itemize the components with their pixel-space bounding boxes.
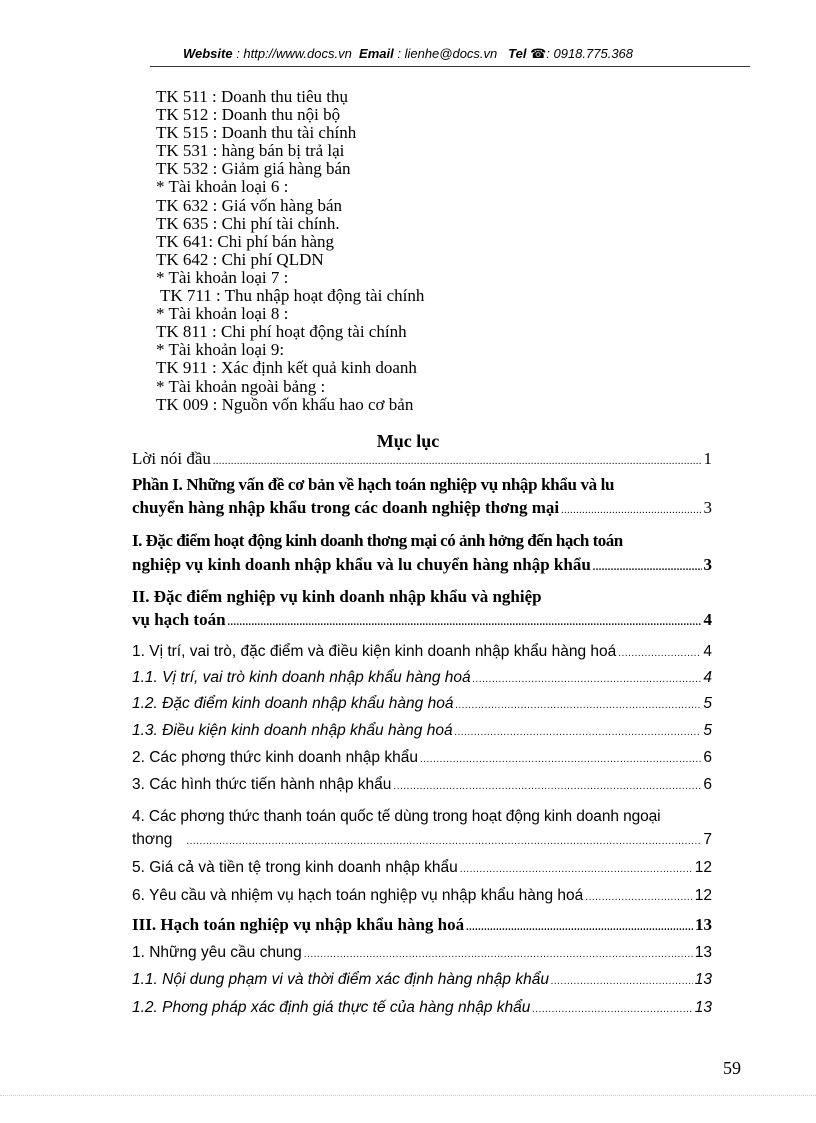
account-line: TK 009 : Nguồn vốn khấu hao cơ bản — [156, 394, 414, 414]
toc-entry-text: 1.1. Vị trí, vai trò kinh doanh nhập khẩu hàng hoá — [132, 669, 471, 686]
toc-entry[interactable] — [132, 776, 712, 803]
toc-entry-page: 4 — [703, 643, 712, 660]
header-divider — [150, 66, 750, 67]
email-label: Email — [359, 46, 394, 61]
account-line: TK 635 : Chi phí tài chính. — [156, 213, 340, 233]
toc-entry[interactable] — [132, 999, 712, 1027]
account-line: TK 515 : Doanh thu tài chính — [156, 123, 357, 143]
account-line: TK 642 : Chi phí QLDN — [156, 249, 324, 269]
toc-entry[interactable]: 4. Các phơng thức thanh toán quốc tế dùng trong hoạt động kinh doanh ngoại — [132, 808, 661, 825]
account-list — [156, 88, 424, 414]
account-line: TK 511 : Doanh thu tiêu thụ — [156, 87, 349, 106]
page-number: 59 — [723, 1058, 741, 1078]
toc-entry-page: 13 — [694, 944, 712, 961]
account-line: TK 711 : Thu nhập hoạt động tài chính — [156, 286, 425, 306]
toc-entry-text: 3. Các hình thức tiến hành nhập khẩu — [132, 776, 392, 793]
toc-entry-text: 1.1. Nội dung phạm vi và thời điểm xác định hàng nhập khẩu — [132, 971, 549, 988]
toc-entry-page: 3 — [703, 498, 712, 517]
website-value[interactable]: : http://www.docs.vn — [236, 46, 352, 61]
toc-entry-section-1[interactable]: I. Đặc điểm hoạt động kinh doanh thơng mại có ảnh hởng đến hạch toán — [132, 531, 623, 550]
toc-entry-intro[interactable] — [132, 449, 712, 471]
toc-entry-page: 5 — [703, 695, 712, 712]
account-line: TK 532 : Giảm giá hàng bán — [156, 159, 351, 179]
account-line: * Tài khoản loại 7 : — [156, 267, 289, 287]
toc-entry-page: 3 — [703, 555, 712, 574]
toc-entry-text: 1.2. Phơng pháp xác định giá thực tế của hàng nhập khẩu — [132, 999, 531, 1016]
toc-entry-page: 4 — [703, 669, 712, 686]
toc-entry-text: 2. Các phơng thức kinh doanh nhập khẩu — [132, 749, 418, 766]
toc-entry-text: nghiệp vụ kinh doanh nhập khẩu và lu chuyển hàng nhập khẩu — [132, 555, 591, 574]
toc-entry-page: 5 — [703, 722, 712, 739]
toc-entry-text: 1. Vị trí, vai trò, đặc điểm và điều kiện kinh doanh nhập khẩu hàng hoá — [132, 643, 617, 660]
toc-entry-section-3[interactable] — [132, 915, 712, 944]
toc-entry[interactable] — [132, 669, 712, 695]
toc-entry-page: 12 — [694, 859, 712, 876]
account-line: TK 911 : Xác định kết quả kinh doanh — [156, 358, 417, 378]
website-label: Website — [182, 46, 233, 61]
account-line: TK 531 : hàng bán bị trả lại — [156, 141, 345, 161]
toc-entry[interactable] — [132, 887, 712, 915]
toc-entry[interactable] — [132, 749, 712, 776]
toc-entry-part1[interactable]: Phần I. Những vấn đề cơ bản về hạch toán nghiệp vụ nhập khẩu và lu — [132, 475, 615, 494]
toc-entry-text: 5. Giá cả và tiền tệ trong kinh doanh nhập khẩu — [132, 859, 458, 876]
toc-entry-page: 12 — [694, 887, 712, 904]
toc-entry-page: 1 — [703, 449, 712, 468]
toc-entry[interactable] — [132, 944, 712, 971]
toc-entry-page: 13 — [695, 915, 712, 934]
toc-title: Mục lục — [376, 431, 440, 451]
toc-entry-text: 1.2. Đặc điểm kinh doanh nhập khẩu hàng hoá — [132, 695, 454, 712]
toc-entry-text: vụ hạch toán — [132, 610, 226, 629]
footer-divider — [0, 1095, 816, 1096]
toc-entry-page: 13 — [694, 971, 712, 988]
table-of-contents — [132, 449, 712, 1027]
toc-entry-section-2-cont[interactable] — [132, 610, 712, 643]
toc-entry-page: 6 — [703, 776, 712, 793]
toc-entry-text: III. Hạch toán nghiệp vụ nhập khẩu hàng hoá — [132, 915, 465, 934]
account-line: TK 641: Chi phí bán hàng — [156, 231, 335, 251]
toc-entry-text: 1. Những yêu cầu chung — [132, 944, 302, 961]
toc-entry-cont[interactable] — [132, 831, 712, 859]
toc-entry-page: 6 — [703, 749, 712, 766]
toc-entry-text: 6. Yêu cầu và nhiệm vụ hạch toán nghiệp vụ nhập khẩu hàng hoá — [132, 887, 584, 904]
tel-label: Tel — [508, 46, 527, 61]
toc-entry-text: thơng — [132, 831, 173, 848]
toc-entry[interactable] — [132, 695, 712, 722]
toc-entry[interactable] — [132, 643, 712, 669]
email-value[interactable]: : lienhe@docs.vn — [397, 46, 498, 61]
account-line: * Tài khoản loại 9: — [156, 340, 285, 360]
toc-entry-page: 7 — [703, 831, 712, 848]
toc-entry-section-1-cont[interactable] — [132, 555, 712, 584]
account-line: TK 811 : Chi phí hoạt động tài chính — [156, 322, 407, 342]
toc-entry-text: chuyển hàng nhập khẩu trong các doanh nghiệp thơng mại — [132, 498, 560, 517]
toc-entry-page: 4 — [703, 610, 712, 629]
toc-entry-page: 13 — [694, 999, 712, 1016]
toc-entry[interactable] — [132, 859, 712, 887]
account-line: * Tài khoản ngoài bảng : — [156, 376, 326, 396]
toc-entry-text: Lời nói đầu — [132, 449, 211, 468]
phone-icon: ☎ — [530, 46, 547, 61]
account-line: TK 512 : Doanh thu nội bộ — [156, 105, 341, 125]
page-header — [0, 46, 816, 62]
toc-entry-text: 1.3. Điều kiện kinh doanh nhập khẩu hàng hoá — [132, 722, 453, 739]
toc-entry-section-2[interactable]: II. Đặc điểm nghiệp vụ kinh doanh nhập khẩu và nghiệp — [132, 587, 542, 606]
tel-value: : 0918.775.368 — [546, 46, 634, 61]
toc-entry[interactable] — [132, 971, 712, 999]
account-line: * Tài khoản loại 8 : — [156, 304, 289, 324]
account-line: TK 632 : Giá vốn hàng bán — [156, 195, 343, 215]
toc-entry-part1-cont[interactable] — [132, 498, 712, 527]
account-line: * Tài khoản loại 6 : — [156, 177, 289, 197]
toc-entry[interactable] — [132, 722, 712, 749]
